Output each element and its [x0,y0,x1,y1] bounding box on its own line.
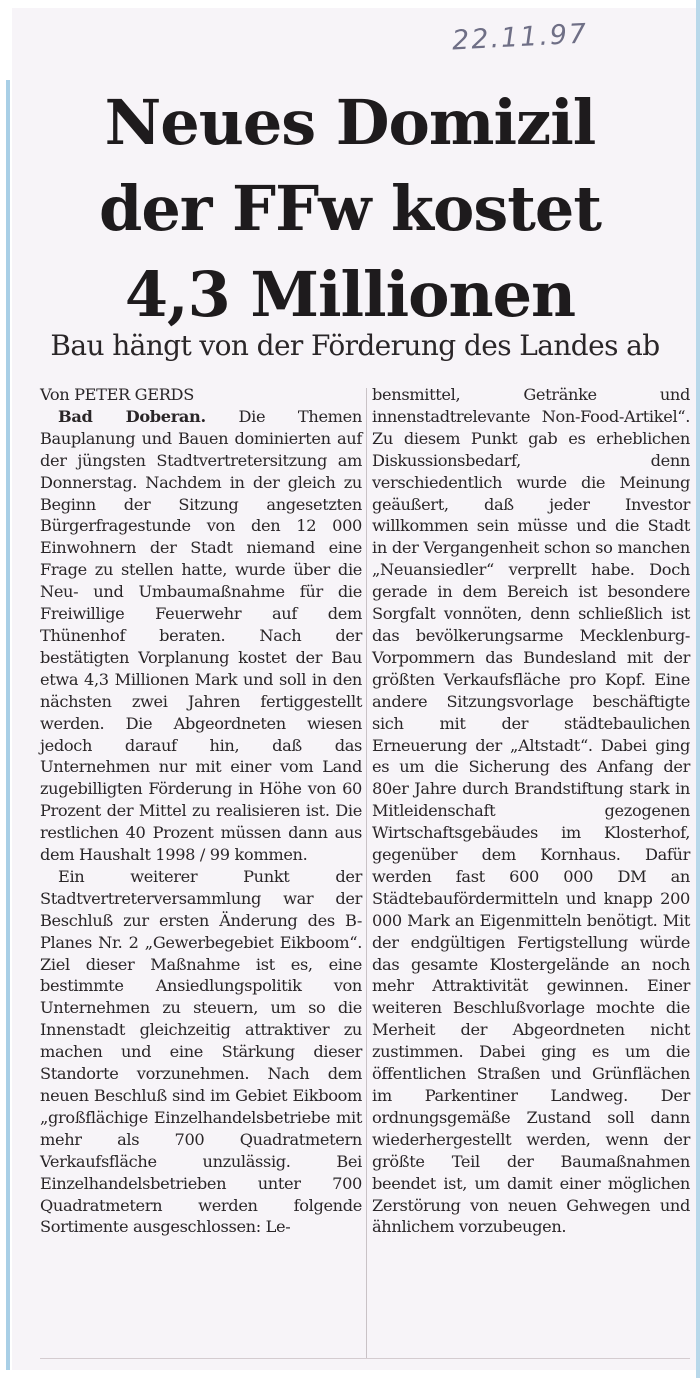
article-paragraph-3: bensmittel, Getränke und innenstadtrelevante Non-Food-Artikel“. Zu diesem Punkt gab es erheblichen Diskussionsbedarf, denn verschiedentlich wurde die Meinung geäußert, daß jeder Investor willkommen sein müsse und die Stadt in der Vergangenheit schon so manchen „Neuansiedler“ verprellt habe. Doch gerade in dem Bereich ist besondere Sorgfalt vonnöten, denn schließlich ist das bevölkerungsarme Mecklenburg-Vorpommern das Bundesland mit der größten Verkaufsfläche pro Kopf. Eine andere Sitzungsvorlage beschäftigte sich mit der städtebaulichen Erneuerung der „Altstadt“. Dabei ging es um die Sicherung des Anfang der 80er Jahre durch Brandstiftung stark in Mitleidenschaft gezogenen Wirtschaftsgebäudes im Klosterhof, gegenüber dem Kornhaus. Dafür werden fast 600 000 DM an Städtebaufördermitteln und knapp 200 000 Mark an Eigenmitteln benötigt. Mit der endgültigen Fertigstellung würde das gesamte Klostergelände an noch mehr Attraktivität gewinnen. Einer weiteren Beschlußvorlage mochte die Merheit der Abgeordneten nicht zustimmen. Dabei ging es um die öffentlichen Straßen und Grünflächen im Parkentiner Landweg. Der ordnungsgemäße Zustand soll dann wiederhergestellt werden, wenn der größte Teil der Baumaßnahmen beendet ist, um damit einer möglichen Zerstörung von neuen Gehwegen und ähnlichem vorzubeugen. [372,385,690,1237]
bottom-rule [40,1358,690,1359]
paragraph-1-text: Die Themen Bauplanung und Bauen dominierten auf der jüngsten Stadtvertretersitzung am Donnerstag. Nachdem in der gleich zu Beginn der Sitzung angesetzten Bürgerfragestunde von den 12 000 Einwohnern der Stadt niemand eine Frage zu stellen hatte, wurde über die Neu- und Umbaumaßnahme für die Freiwillige Feuerwehr auf dem Thünenhof beraten. Nach der bestätigten Vorplanung kostet der Bau etwa 4,3 Millionen Mark und soll in den nächsten zwei Jahren fertiggestellt werden. Die Abgeordneten wiesen jedoch darauf hin, daß das Unternehmen nur mit einer vom Land zugebilligten Förderung in Höhe von 60 Prozent der Mittel zu realisieren ist. Die restlichen 40 Prozent müssen dann aus dem Haushalt 1998 / 99 kommen. [40,406,362,865]
headline-line-3: 4,3 Millionen [124,258,576,331]
dateline: Bad Doberan. [58,406,206,426]
column-divider [366,388,367,1358]
article-column-left [40,384,362,1238]
headline-line-2: der FFw kostet [99,172,601,245]
headline [20,80,680,338]
headline-line-1: Neues Domizil [104,86,596,159]
right-edge-stripe [696,0,700,1378]
left-edge-stripe [6,80,10,1370]
byline: Von PETER GERDS [40,385,194,404]
article-column-right [372,384,690,1238]
article-paragraph-2: Ein weiterer Punkt der Stadtvertreterversammlung war der Beschluß zur ersten Änderung des B-Planes Nr. 2 „Gewerbegebiet Eikboom“. Ziel dieser Maßnahme ist es, eine bestimmte Ansiedlungspolitik von Unternehmen zu steuern, um so die Innenstadt gleichzeitig attraktiver zu machen und eine Stärkung dieser Standorte vorzunehmen. Nach dem neuen Beschluß sind im Gebiet Eikboom „großflächige Einzelhandelsbetriebe mit mehr als 700 Quadratmetern Verkaufsfläche unzulässig. Bei Einzelhandelsbetrieben unter 700 Quadratmetern werden folgende Sortimente ausgeschlossen: Le- [40,866,362,1237]
subheadline: Bau hängt von der Förderung des Landes ab [50,329,660,362]
article-paragraph-1 [40,406,362,866]
handwritten-date: 22.11.97 [451,18,589,57]
